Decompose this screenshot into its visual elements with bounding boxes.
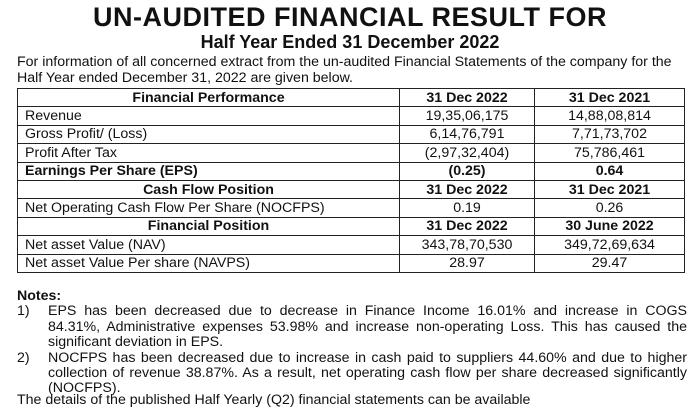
row-label: Revenue [18,107,400,125]
note-text: NOCFPS has been decreased due to increase in cash paid to suppliers 44.60% and due to higher collection of revenue 38.87%. As a result, net operating cash flow per share decreased significantly (NOCFPS). [48,349,687,397]
row-value: 7,71,73,702 [535,125,685,143]
note-number: 2) [17,349,30,366]
notes-heading: Notes: [17,288,62,304]
section-header-financial-position [18,217,685,235]
table-row [18,236,685,254]
column-date: 31 Dec 2021 [535,180,685,198]
row-label: Profit After Tax [18,144,400,162]
section-title: Financial Position [18,217,400,235]
table-row [18,199,685,217]
document-title: UN-AUDITED FINANCIAL RESULT FOR [93,2,607,32]
row-value: 29.47 [535,254,685,272]
row-label: Gross Profit/ (Loss) [18,125,400,143]
footer-text-cut-off: The details of the published Half Yearly (Q2) financial statements can be available [17,393,531,408]
row-value: 0.26 [535,199,685,217]
note-number: 1) [17,303,30,320]
row-label: Net Operating Cash Flow Per Share (NOCFPS) [18,199,400,217]
row-value: 0.19 [400,199,535,217]
row-value: 0.64 [535,162,685,180]
row-value: 14,88,08,814 [535,107,685,125]
section-title: Financial Performance [18,89,400,107]
document-subtitle: Half Year Ended 31 December 2022 [200,32,500,52]
column-date: 31 Dec 2022 [400,89,535,107]
row-label: Net asset Value (NAV) [18,236,400,254]
note-item [17,351,687,397]
row-value: 349,72,69,634 [535,236,685,254]
row-value: 75,786,461 [535,144,685,162]
row-value: (0.25) [400,162,535,180]
table-row [18,107,685,125]
row-label: Net asset Value Per share (NAVPS) [18,254,400,272]
row-value: 343,78,70,530 [400,236,535,254]
table-row [18,125,685,143]
column-date: 31 Dec 2022 [400,217,535,235]
financial-table [17,88,685,273]
table-row [18,162,685,180]
section-header-cash-flow [18,180,685,198]
note-item [17,304,687,350]
section-header-financial-performance [18,89,685,107]
row-value: 28.97 [400,254,535,272]
section-title: Cash Flow Position [18,180,400,198]
column-date: 30 June 2022 [535,217,685,235]
table-row [18,254,685,272]
row-value: 19,35,06,175 [400,107,535,125]
note-text: EPS has been decreased due to decrease in Finance Income 16.01% and increase in COGS 84.31%, Administrative expenses 53.98% and increase non-operating Loss. This has caused the significant deviation in EPS. [48,303,687,351]
notes-section [17,289,687,397]
row-value: (2,97,32,404) [400,144,535,162]
column-date: 31 Dec 2021 [535,89,685,107]
column-date: 31 Dec 2022 [400,180,535,198]
table-row [18,144,685,162]
intro-paragraph: For information of all concerned extract from the un-audited Financial Statements of the company for the Half Year ended December 31, 2022 are given below. [17,54,672,86]
row-label: Earnings Per Share (EPS) [18,162,400,180]
row-value: 6,14,76,791 [400,125,535,143]
